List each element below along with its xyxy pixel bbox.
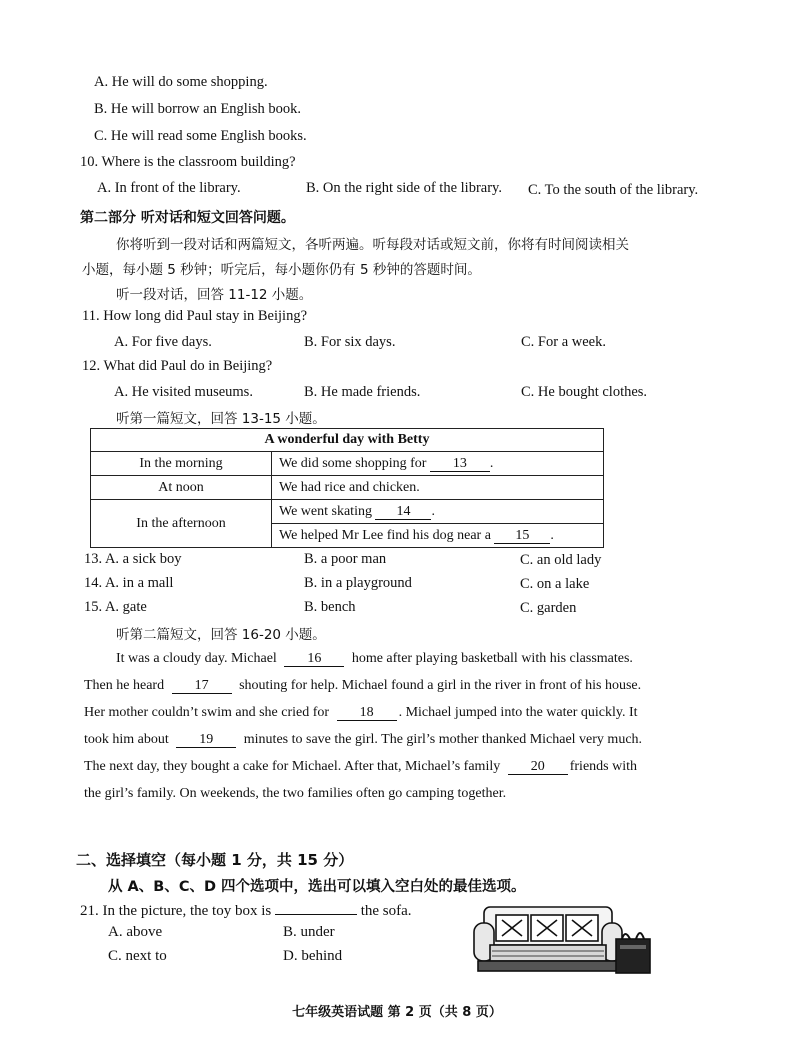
q21-option-a: A. above <box>108 924 163 940</box>
passage2-text: the girl’s family. On weekends, the two families often go camping together. <box>84 786 507 801</box>
q9-option-c: C. He will read some English books. <box>94 128 307 144</box>
table-afternoon-text-2: We helped Mr Lee find his dog near a <box>279 527 491 543</box>
passage2-line-2 <box>84 678 708 705</box>
q21-text-after: the sofa. <box>360 903 412 919</box>
passage2-text: home after playing basketball with his classmates. <box>351 651 633 666</box>
q11-option-c: C. For a week. <box>521 334 606 350</box>
dialog-intro: 听一段对话，回答 11-12 小题。 <box>116 287 313 303</box>
table-afternoon-cell-2: We helped Mr Lee find his dog near a 15 . <box>272 524 604 548</box>
table-title: A wonderful day with Betty <box>91 429 604 452</box>
q15-option-c: C. garden <box>520 600 577 616</box>
q21-text-before: 21. In the picture, the toy box is <box>80 903 272 919</box>
q12-question: 12. What did Paul do in Beijing? <box>82 358 273 374</box>
passage2 <box>84 651 708 813</box>
q21-question <box>80 900 412 920</box>
q9-option-a: A. He will do some shopping. <box>94 74 268 90</box>
q15-option-a: 15. A. gate <box>84 599 147 615</box>
q14-option-b: B. in a playground <box>304 575 412 591</box>
q14-option-a: 14. A. in a mall <box>84 575 174 591</box>
passage2-text: shouting for help. Michael found a girl in the river in front of his house. <box>239 678 642 693</box>
q12-option-a: A. He visited museums. <box>114 384 253 400</box>
q11-option-a: A. For five days. <box>114 334 212 350</box>
section2-heading: 二、选择填空（每小题 1 分，共 15 分） <box>76 851 354 869</box>
passage2-text: . Michael jumped into the water quickly. It <box>398 705 638 720</box>
table-morning-text: We did some shopping for <box>279 455 427 471</box>
passage2-text: Then he heard <box>84 678 165 693</box>
page-footer: 七年级英语试题 第 2 页（共 8 页） <box>292 1005 502 1020</box>
part2-instruction-1: 你将听到一段对话和两篇短文，各听两遍。听每段对话或短文前，你将有时间阅读相关 <box>116 237 629 253</box>
q21-option-d: D. behind <box>283 948 343 964</box>
blank-13: 13 <box>430 456 490 472</box>
q21-option-c: C. next to <box>108 948 167 964</box>
q14-option-c: C. on a lake <box>520 576 590 592</box>
q13-option-c: C. an old lady <box>520 552 602 568</box>
table-noon-label: At noon <box>91 476 272 500</box>
passage2-line-1 <box>84 651 708 678</box>
passage1-intro: 听第一篇短文，回答 13-15 小题。 <box>116 411 326 427</box>
table-afternoon-label: In the afternoon <box>91 500 272 548</box>
blank-17: 17 <box>172 678 232 694</box>
passage2-intro: 听第二篇短文，回答 16-20 小题。 <box>116 627 326 643</box>
blank-14: 14 <box>375 504 431 520</box>
part2-instruction-2: 小题，每小题 5 秒钟；听完后，每小题你仍有 5 秒钟的答题时间。 <box>82 262 481 278</box>
passage2-line-6 <box>84 786 708 813</box>
passage2-text: Her mother couldn’t swim and she cried for <box>84 705 330 720</box>
blank-19: 19 <box>176 732 236 748</box>
q12-option-c: C. He bought clothes. <box>521 384 648 400</box>
q13-option-a: 13. A. a sick boy <box>84 551 182 567</box>
part2-heading: 第二部分 听对话和短文回答问题。 <box>80 210 295 226</box>
passage2-text: took him about <box>84 732 169 747</box>
q21-blank <box>275 900 357 915</box>
q10-question: 10. Where is the classroom building? <box>80 154 296 170</box>
q10-option-b: B. On the right side of the library. <box>306 180 502 196</box>
q10-option-c: C. To the south of the library. <box>528 182 699 198</box>
table-morning-label: In the morning <box>91 452 272 476</box>
q12-option-b: B. He made friends. <box>304 384 421 400</box>
passage2-text: The next day, they bought a cake for Michael. After that, Michael’s family <box>84 759 501 774</box>
q9-option-b: B. He will borrow an English book. <box>94 101 302 117</box>
passage2-text: minutes to save the girl. The girl’s mother thanked Michael very much. <box>243 732 643 747</box>
blank-15: 15 <box>494 528 550 544</box>
betty-table <box>90 428 604 548</box>
q13-option-b: B. a poor man <box>304 551 387 567</box>
sofa-toybox-illustration <box>470 903 660 979</box>
table-noon-text: We had rice and chicken. <box>272 476 604 500</box>
table-afternoon-cell-1: We went skating 14 . <box>272 500 604 524</box>
section2-instruction: 从 A、B、C、D 四个选项中，选出可以填入空白处的最佳选项。 <box>108 879 526 895</box>
q15-option-b: B. bench <box>304 599 356 615</box>
q11-question: 11. How long did Paul stay in Beijing? <box>82 308 308 324</box>
passage2-line-4 <box>84 732 708 759</box>
passage2-text: friends with <box>569 759 637 774</box>
q11-option-b: B. For six days. <box>304 334 396 350</box>
q10-option-a: A. In front of the library. <box>97 180 241 196</box>
table-morning-cell: We did some shopping for 13 . <box>272 452 604 476</box>
blank-20: 20 <box>508 759 568 775</box>
q21-option-b: B. under <box>283 924 335 940</box>
passage2-line-3 <box>84 705 708 732</box>
passage2-line-5 <box>84 759 708 786</box>
blank-18: 18 <box>337 705 397 721</box>
passage2-text: It was a cloudy day. Michael <box>116 651 277 666</box>
table-afternoon-text-1: We went skating <box>279 503 372 519</box>
blank-16: 16 <box>284 651 344 667</box>
